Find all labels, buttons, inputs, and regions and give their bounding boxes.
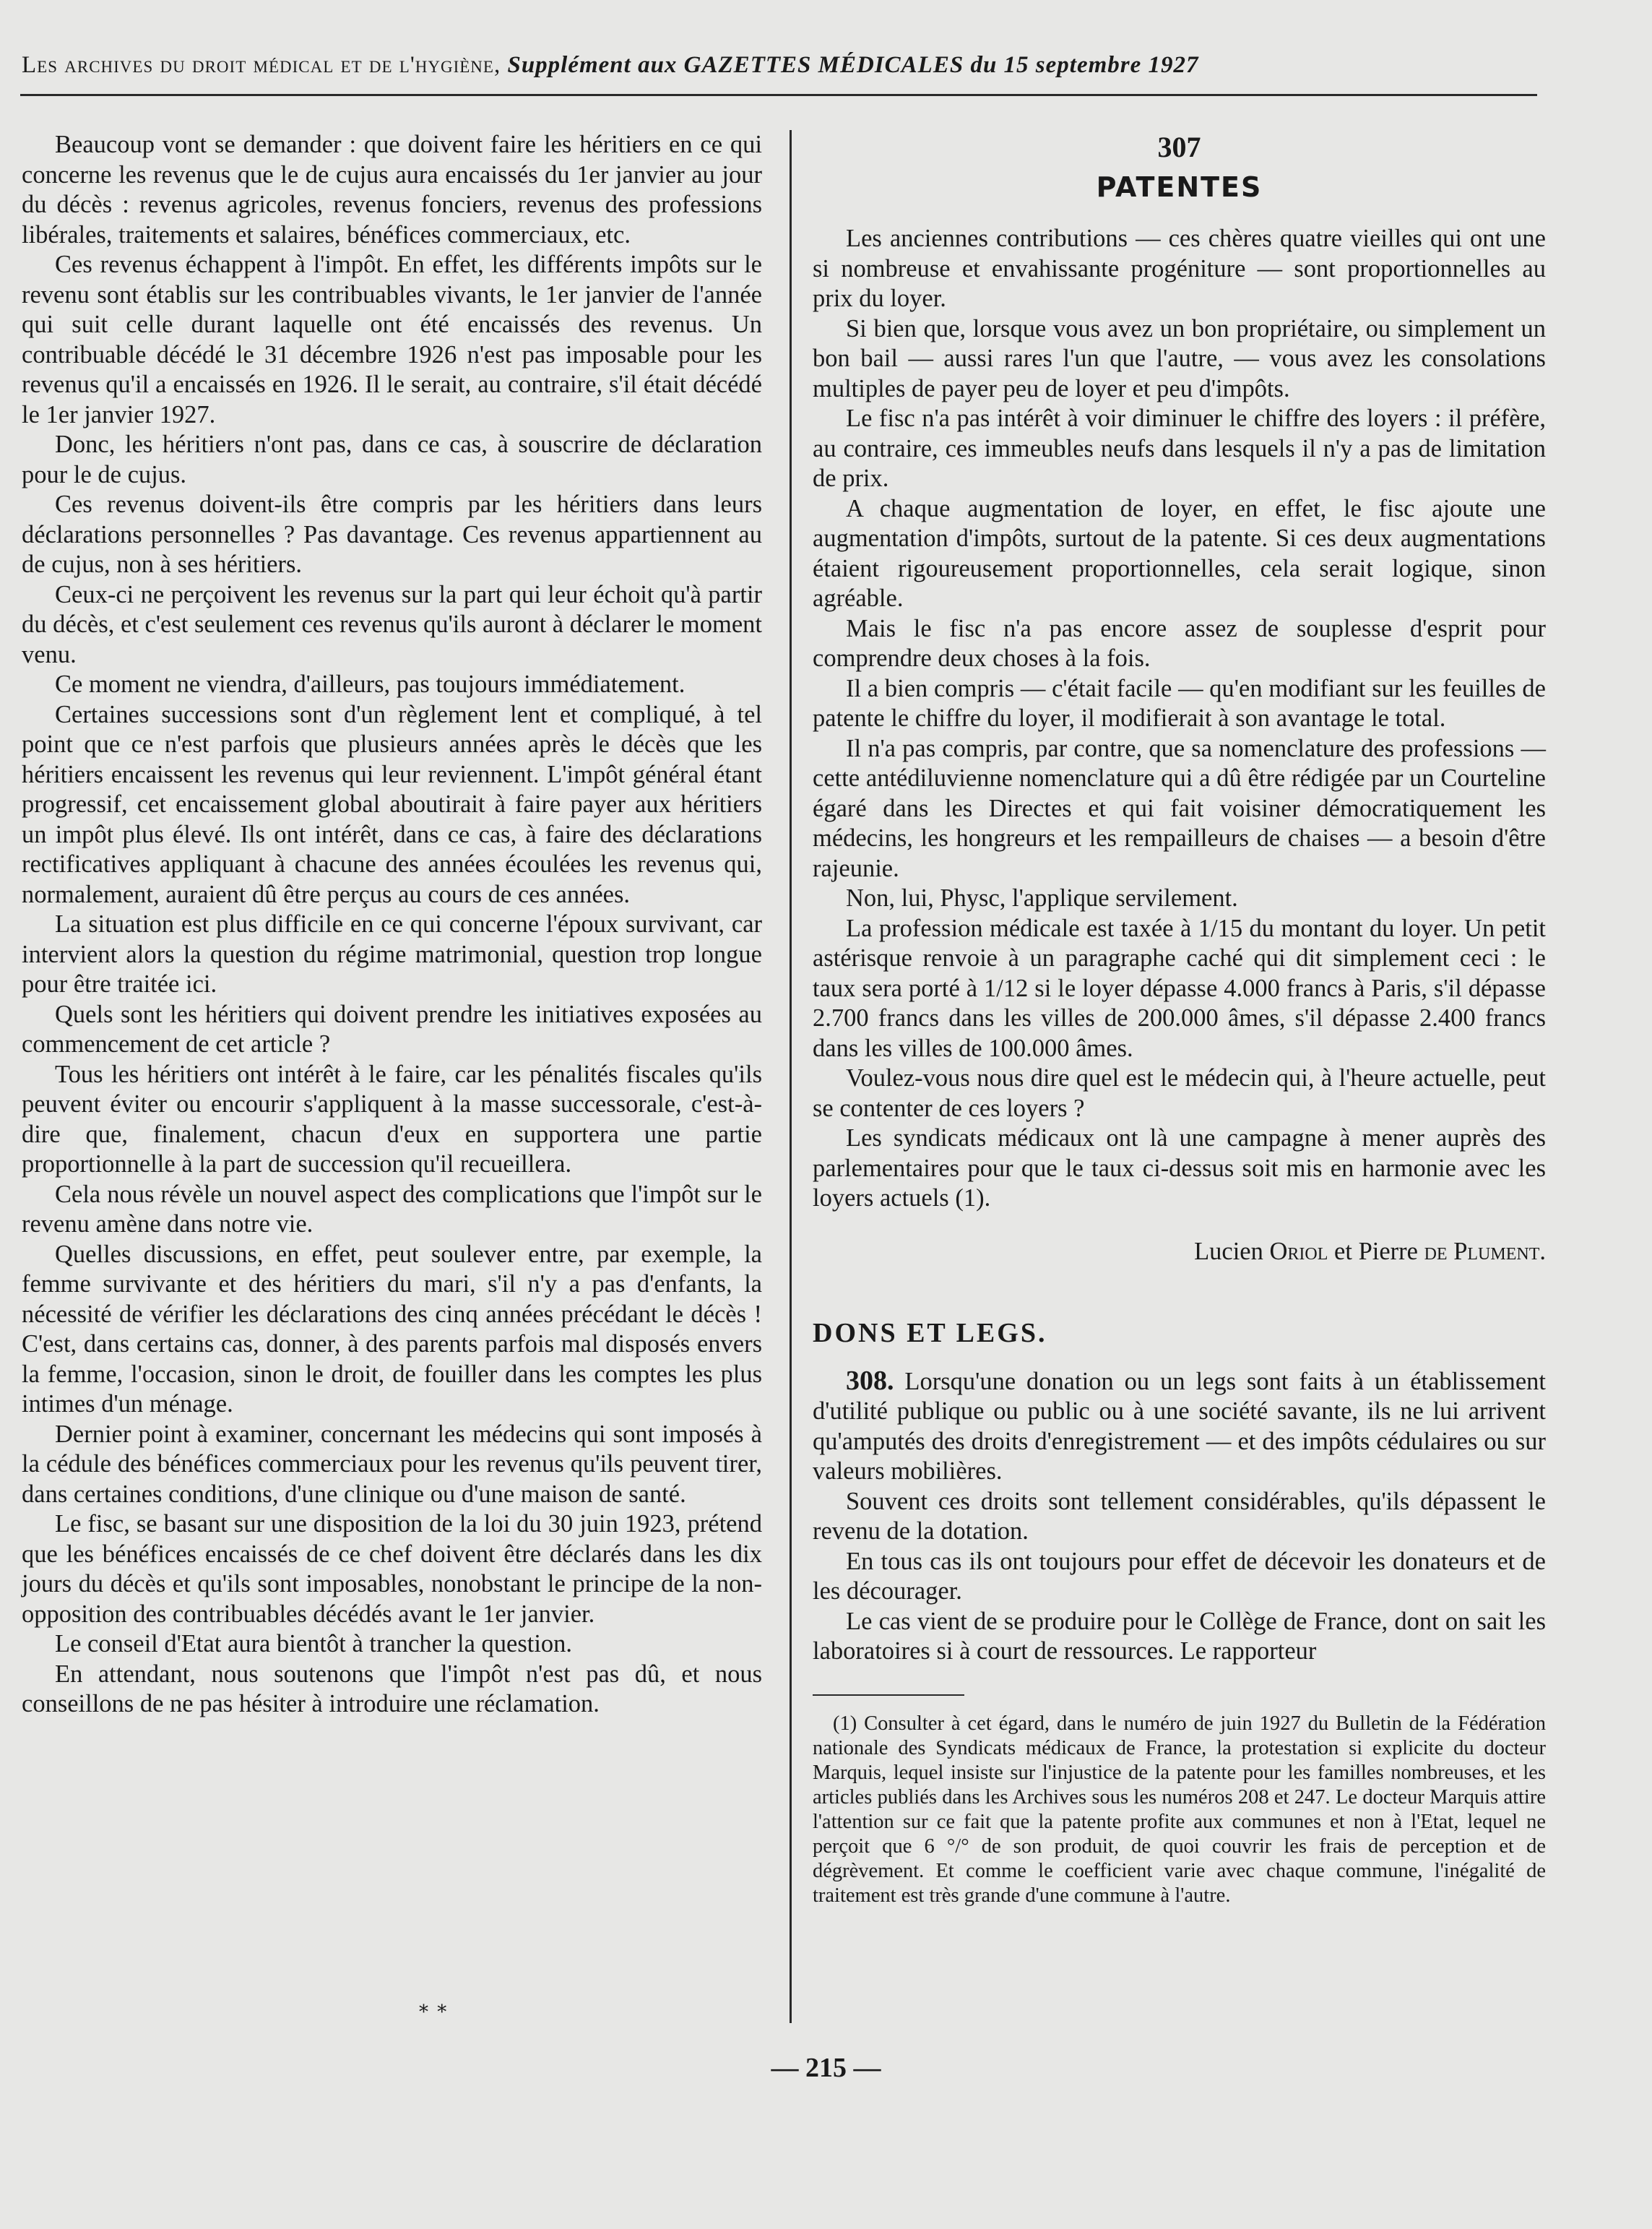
paragraph: Quels sont les héritiers qui doivent prendre les initiatives exposées au commencement de cet article ? <box>22 1000 762 1058</box>
header-rule <box>20 94 1537 96</box>
author-signature <box>813 1237 1546 1267</box>
signature-middle: et Pierre <box>1328 1237 1424 1265</box>
paragraph: Les anciennes contributions — ces chères quatre vieilles qui ont une si nombreuse et envahissante progéniture — sont proportionnelles au prix du loyer. <box>813 225 1546 312</box>
author-name-plument: de Plument. <box>1424 1237 1546 1265</box>
paragraph: Ces revenus doivent-ils être compris par les héritiers dans leurs déclarations personnelles ? Pas davantage. Ces revenus appartiennent au de cujus, non à ses héritiers. <box>22 491 762 578</box>
article-title: PATENTES <box>1096 171 1263 203</box>
paragraph: Si bien que, lorsque vous avez un bon propriétaire, ou simplement un bon bail — aussi rares l'un que l'autre, — vous avez les consolations multiples de payer peu de loyer et peu d'impôts. <box>813 314 1546 402</box>
section-heading: DONS ET LEGS. <box>813 1318 1047 1348</box>
paragraph <box>813 1366 1546 1487</box>
paragraph: La profession médicale est taxée à 1/15 du montant du loyer. Un petit astérisque renvoie à un paragraphe caché qui dit simplement ceci : le taux sera porté à 1/12 si le loyer dépasse 4.000 francs à Paris, s'il dépasse 2.700 francs dans les villes de 200.000 âmes, s'il dépasse 2.400 francs dans les villes de 100.000 âmes. <box>813 914 1546 1062</box>
section-number: 308. <box>846 1365 894 1396</box>
paragraph: Le conseil d'Etat aura bientôt à trancher la question. <box>55 1630 573 1657</box>
footnote: (1) Consulter à cet égard, dans le numéro de juin 1927 du Bulletin de la Fédération nationale des Syndicats médicaux de France, la protestation si explicite du docteur Marquis, lequel insiste sur l'injustice de la patente pour les familles nombreuses, et les articles publiés dans les Archives sous les numéros 208 et 247. Le docteur Marquis attire l'attention sur ce fait que la patente profite aux communes et non à l'Etat, lequel ne perçoit que 6 °/° de son produit, de quoi couvrir les frais de perception et de dégrèvement. Et comme le coefficient varie avec chaque commune, l'inégalité de traitement est très grande d'une commune à l'autre. <box>813 1712 1546 1907</box>
paragraph: A chaque augmentation de loyer, en effet, le fisc ajoute une augmentation d'impôts, surtout de la patente. Si ces deux augmentations étaient rigoureusement proportionnelles, cela serait logique, sinon agréable. <box>813 494 1546 612</box>
paragraph: Cela nous révèle un nouvel aspect des complications que l'impôt sur le revenu amène dans notre vie. <box>22 1180 762 1238</box>
paragraph: Beaucoup vont se demander : que doivent faire les héritiers en ce qui concerne les revenus que le de cujus aura encaissés du 1er janvier au jour du décès : revenus agricoles, revenus fonciers, revenus des professions libérales, traitements et salaires, bénéfices commerciaux, etc. <box>22 131 762 249</box>
supplement-line: Supplément aux GAZETTES MÉDICALES du 15 septembre 1927 <box>507 52 1199 78</box>
paragraph: Dernier point à examiner, concernant les médecins qui sont imposés à la cédule des bénéfices commerciaux pour les revenus qu'ils peuvent tirer, dans certaines conditions, d'une clinique ou d'une maison de santé. <box>22 1420 762 1508</box>
paragraph: Certaines successions sont d'un règlement lent et compliqué, à tel point que ce n'est parfois que plusieurs années après le décès que les héritiers encaissent les revenus qui leur reviennent. L'impôt général étant progressif, cet encaissement global aboutirait à faire payer aux héritiers un impôt plus élevé. Ils ont intérêt, dans ce cas, à faire des déclarations rectificatives appliquant à chacune des années écoulées les revenus qui, normalement, auraient dû être perçus au cours de ces années. <box>22 700 762 908</box>
right-column <box>813 130 1546 1908</box>
paragraph: Il a bien compris — c'était facile — qu'en modifiant sur les feuilles de patente le chiffre du loyer, il modifierait à son avantage le total. <box>813 674 1546 732</box>
running-header <box>22 52 1531 79</box>
paragraph: Ceux-ci ne perçoivent les revenus sur la part qui leur échoit qu'à partir du décès, et c'est seulement ces revenus qu'ils auront à déclarer le moment venu. <box>22 580 762 668</box>
article-number: 307 <box>1157 131 1201 163</box>
paragraph: Ce moment ne viendra, d'ailleurs, pas toujours immédiatement. <box>55 671 686 698</box>
paragraph: Voulez-vous nous dire quel est le médecin qui, à l'heure actuelle, peut se contenter de ces loyers ? <box>813 1064 1546 1122</box>
section-lead-text: Lorsqu'une donation ou un legs sont faits à un établissement d'utilité publique ou public ou à une société savante, ils ne lui arrivent qu'amputés des droits d'enregistrement — et des impôts cédulaires ou sur valeurs mobilières. <box>813 1367 1546 1485</box>
paragraph: Il n'a pas compris, par contre, que sa nomenclature des professions — cette antédiluvienne nomenclature qui a dû être rédigée par un Courteline égaré dans les Directes et qui fait voisiner démocratiquement les médecins, les hongreurs et les rempailleurs de chaises — a besoin d'être rajeunie. <box>813 734 1546 882</box>
paragraph: Le fisc, se basant sur une disposition de la loi du 30 juin 1923, prétend que les bénéfices encaissés de ce chef doivent être déclarés dans les dix jours du décès et qu'ils sont imposables, nonobstant le principe de la non-opposition des contribuables décédés avant le 1er janvier. <box>22 1510 762 1628</box>
paragraph: Donc, les héritiers n'ont pas, dans ce cas, à souscrire de déclaration pour le de cujus. <box>22 431 762 488</box>
paragraph: Le fisc n'a pas intérêt à voir diminuer le chiffre des loyers : il préfère, au contraire, ces immeubles neufs dans lesquels il n'y a pas de limitation de prix. <box>813 405 1546 492</box>
page-number: — 215 — <box>771 2053 881 2083</box>
footnote-rule <box>813 1694 964 1696</box>
paragraph: Le cas vient de se produire pour le Collège de France, dont on sait les laboratoires si à court de ressources. Le rapporteur <box>813 1607 1546 1665</box>
section-end-mark: * * <box>419 2001 449 2023</box>
paragraph: En tous cas ils ont toujours pour effet de décevoir les donateurs et de les décourager. <box>813 1547 1546 1605</box>
paragraph: En attendant, nous soutenons que l'impôt n'est pas dû, et nous conseillons de ne pas hésiter à introduire une réclamation. <box>22 1660 762 1717</box>
paragraph: Mais le fisc n'a pas encore assez de souplesse d'esprit pour comprendre deux choses à la fois. <box>813 614 1546 672</box>
column-divider <box>790 130 792 2023</box>
paragraph: Souvent ces droits sont tellement considérables, qu'ils dépassent le revenu de la dotation. <box>813 1487 1546 1545</box>
left-column <box>22 130 762 1720</box>
running-title: Les archives du droit médical et de l'hygiène, <box>22 52 501 78</box>
paragraph: Les syndicats médicaux ont là une campagne à mener auprès des parlementaires pour que le taux ci-dessus soit mis en harmonie avec les loyers actuels (1). <box>813 1124 1546 1212</box>
paragraph: Ces revenus échappent à l'impôt. En effet, les différents impôts sur le revenu sont établis sur les contribuables vivants, le 1er janvier de l'année qui suit celle durant laquelle ont été encaissés des revenus. Un contribuable décédé le 31 décembre 1926 n'est pas imposable pour les revenus qu'il a encaissés en 1926. Il le serait, au contraire, s'il était décédé le 1er janvier 1927. <box>22 251 762 428</box>
paragraph: Non, lui, Physc, l'applique servilement. <box>846 884 1238 912</box>
paragraph: La situation est plus difficile en ce qui concerne l'époux survivant, car intervient alors la question du régime matrimonial, question trop longue pour être traitée ici. <box>22 910 762 998</box>
signature-prefix: Lucien <box>1194 1237 1270 1265</box>
paragraph: Tous les héritiers ont intérêt à le faire, car les pénalités fiscales qu'ils peuvent éviter ou encourir s'appliquent à la masse successorale, c'est-à-dire que, finalement, chacun d'eux en supportera une partie proportionnelle à la part de succession qu'il recueillera. <box>22 1060 762 1178</box>
author-name-oriol: Oriol <box>1269 1237 1328 1265</box>
paragraph: Quelles discussions, en effet, peut soulever entre, par exemple, la femme survivante et des héritiers du mari, s'il n'y a pas d'enfants, la nécessité de vérifier les déclarations des cinq années précédant le décès ! C'est, dans certains cas, donner, à des parents parfois mal disposés envers la femme, l'occasion, sinon le droit, de fouiller dans les comptes les plus intimes d'un ménage. <box>22 1240 762 1418</box>
